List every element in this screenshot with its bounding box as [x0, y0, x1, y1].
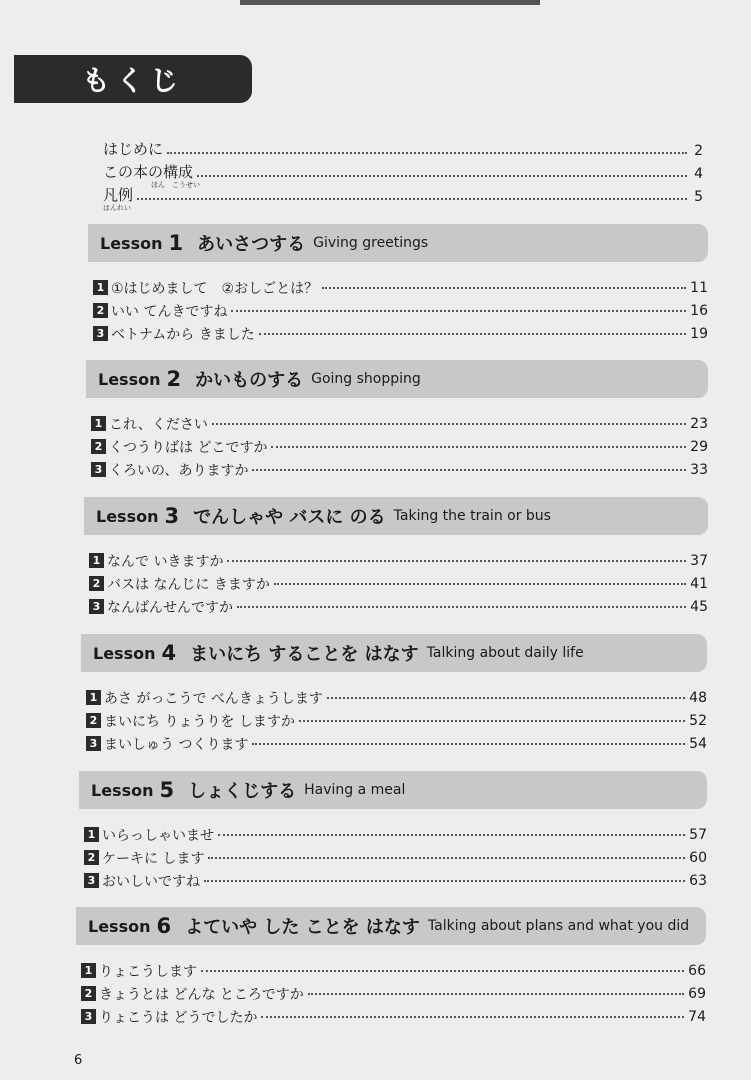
toc-entry-page: 33: [690, 461, 708, 478]
item-number-badge: 1: [89, 553, 104, 568]
toc-entry[interactable]: [84, 846, 707, 869]
toc-entry-title: くろいの、ありますか: [109, 462, 249, 479]
lesson-number: 5: [159, 778, 175, 802]
toc-entry[interactable]: [86, 686, 707, 709]
leader-dots: [204, 880, 685, 882]
toc-entry[interactable]: [81, 959, 706, 982]
lesson-label: Lesson: [98, 369, 161, 389]
lesson-section: [86, 360, 708, 481]
lesson-section: [76, 907, 706, 1028]
toc-entry-page: 16: [690, 302, 708, 319]
toc-entry-title: おいしいですね: [102, 873, 200, 890]
leader-dots: [212, 423, 686, 425]
lesson-label: Lesson: [96, 506, 159, 526]
lesson-title-en: Going shopping: [311, 371, 421, 387]
lesson-label: Lesson: [88, 916, 151, 936]
item-number-badge: 1: [81, 963, 96, 978]
toc-entry[interactable]: [84, 823, 707, 846]
toc-entry-page: 5: [694, 189, 703, 205]
leader-dots: [299, 720, 685, 722]
toc-entry-title: なんばんせんですか: [107, 599, 233, 616]
intro-list: [103, 136, 703, 212]
lesson-header[interactable]: [88, 224, 708, 262]
toc-entry-title: りょこうします: [99, 963, 197, 980]
toc-entry[interactable]: [93, 276, 708, 299]
item-number-badge: 2: [86, 713, 101, 728]
lesson-title-en: Talking about daily life: [426, 645, 584, 661]
lesson-header[interactable]: [79, 771, 707, 809]
leader-dots: [231, 310, 686, 312]
item-number-badge: 2: [81, 986, 96, 1001]
item-number-badge: 1: [91, 416, 106, 431]
leader-dots: [322, 287, 686, 289]
toc-entry[interactable]: [91, 435, 708, 458]
item-number-badge: 2: [89, 576, 104, 591]
toc-entry-page: 63: [689, 872, 707, 889]
toc-entry-ruby: ほん こうせい: [151, 181, 200, 189]
leader-dots: [201, 970, 684, 972]
toc-entry[interactable]: [103, 159, 703, 189]
toc-entry-page: 54: [689, 735, 707, 752]
leader-dots: [327, 697, 685, 699]
toc-entry-title: いい てんきですね: [111, 303, 228, 320]
toc-entry-page: 45: [690, 598, 708, 615]
toc-entry-ruby: はんれい: [103, 204, 131, 212]
toc-entry-title: これ、ください: [109, 416, 208, 433]
leader-dots: [218, 834, 685, 836]
toc-entry-page: 4: [694, 166, 703, 182]
toc-entry-title: なんで いきますか: [107, 553, 224, 570]
toc-entry-page: 19: [690, 325, 708, 342]
toc-entry[interactable]: [89, 595, 708, 618]
lesson-header[interactable]: [86, 360, 708, 398]
lesson-header[interactable]: [81, 634, 707, 672]
page-number: 6: [74, 1053, 83, 1068]
leader-dots: [274, 583, 686, 585]
toc-entry-page: 37: [690, 552, 708, 569]
lesson-title-en: Giving greetings: [313, 235, 429, 251]
leader-dots: [252, 469, 686, 471]
toc-entry[interactable]: [91, 412, 708, 435]
leader-dots: [252, 743, 685, 745]
leader-dots: [237, 606, 686, 608]
toc-entry-title: くつうりばは どこですか: [109, 439, 268, 456]
leader-dots: [197, 175, 687, 177]
toc-entry[interactable]: [103, 136, 703, 159]
toc-entry-title: ケーキに します: [102, 850, 205, 867]
lesson-header[interactable]: [84, 497, 708, 535]
toc-entry-page: 74: [688, 1008, 706, 1025]
lesson-title-jp: かいものする: [195, 370, 304, 391]
leader-dots: [227, 560, 686, 562]
toc-entry-title: この本の構成: [103, 163, 194, 181]
item-number-badge: 1: [86, 690, 101, 705]
item-number-badge: 2: [84, 850, 99, 865]
toc-entry-page: 23: [690, 415, 708, 432]
leader-dots: [308, 993, 684, 995]
lesson-number: 3: [164, 504, 180, 528]
item-number-badge: 3: [91, 462, 106, 477]
toc-entry[interactable]: [103, 182, 703, 212]
item-number-badge: 1: [84, 827, 99, 842]
toc-entry[interactable]: [89, 549, 708, 572]
item-number-badge: 3: [81, 1009, 96, 1024]
lesson-section: [81, 634, 707, 755]
leader-dots: [167, 152, 687, 154]
page-title: もくじ: [14, 55, 252, 103]
toc-entry-title: きょうとは どんな ところですか: [99, 986, 304, 1003]
toc-entry-page: 52: [689, 712, 707, 729]
lesson-header[interactable]: [76, 907, 706, 945]
lesson-title-en: Talking about plans and what you did: [427, 918, 690, 934]
leader-dots: [137, 198, 687, 200]
toc-entry-title: まいにち りょうりを しますか: [104, 713, 295, 730]
toc-entry-page: 66: [688, 962, 706, 979]
lesson-label: Lesson: [91, 780, 154, 800]
lesson-title-en: Taking the train or bus: [393, 508, 551, 524]
toc-entry-page: 60: [689, 849, 707, 866]
lesson-title-jp: よていや した ことを はなす: [185, 917, 420, 938]
leader-dots: [208, 857, 685, 859]
toc-entry[interactable]: [81, 1005, 706, 1028]
toc-entry-title: バスは なんじに きますか: [107, 576, 270, 593]
toc-entry-title: りょこうは どうでしたか: [99, 1009, 258, 1026]
toc-entry-page: 2: [694, 143, 703, 159]
lesson-number: 2: [166, 367, 182, 391]
item-number-badge: 3: [84, 873, 99, 888]
toc-entry-page: 41: [690, 575, 708, 592]
item-number-badge: 3: [89, 599, 104, 614]
toc-entry-page: 29: [690, 438, 708, 455]
toc-entry-title: ①はじめまして ②おしごとは？: [111, 280, 319, 297]
toc-entry-page: 57: [689, 826, 707, 843]
toc-entry-title: はじめに: [103, 140, 164, 158]
leader-dots: [259, 333, 686, 335]
toc-entry[interactable]: [93, 322, 708, 345]
item-number-badge: 3: [93, 326, 108, 341]
toc-entry[interactable]: [81, 982, 706, 1005]
lesson-number: 6: [156, 914, 172, 938]
lesson-number: 4: [161, 641, 177, 665]
toc-entry-title: あさ がっこうで べんきょうします: [104, 690, 323, 707]
toc-entry[interactable]: [93, 299, 708, 322]
toc-entry-page: 69: [688, 985, 706, 1002]
lesson-title-en: Having a meal: [304, 782, 406, 798]
item-number-badge: 1: [93, 280, 108, 295]
toc-entry[interactable]: [84, 869, 707, 892]
toc-entry-title: ベトナムから きました: [111, 326, 255, 343]
item-number-badge: 2: [91, 439, 106, 454]
top-edge-bar: [240, 0, 540, 5]
lesson-label: Lesson: [100, 233, 163, 253]
lesson-title-jp: あいさつする: [197, 234, 306, 255]
lesson-number: 1: [168, 231, 184, 255]
toc-entry[interactable]: [86, 732, 707, 755]
lesson-section: [79, 771, 707, 892]
lesson-title-jp: しょくじする: [188, 781, 297, 802]
toc-entry-page: 48: [689, 689, 707, 706]
item-number-badge: 2: [93, 303, 108, 318]
toc-entry[interactable]: [89, 572, 708, 595]
lesson-label: Lesson: [93, 643, 156, 663]
lesson-title-jp: まいにち することを はなす: [190, 644, 419, 665]
toc-entry[interactable]: [91, 458, 708, 481]
lesson-section: [88, 224, 708, 345]
lesson-title-jp: でんしゃや バスに のる: [193, 507, 386, 528]
toc-entry-page: 11: [690, 279, 708, 296]
lesson-section: [84, 497, 708, 618]
toc-entry[interactable]: [86, 709, 707, 732]
toc-entry-title: まいしゅう つくります: [104, 736, 249, 753]
toc-entry-title: いらっしゃいませ: [102, 827, 214, 844]
leader-dots: [271, 446, 686, 448]
item-number-badge: 3: [86, 736, 101, 751]
toc-entry-title: 凡例: [103, 186, 134, 204]
leader-dots: [261, 1016, 684, 1018]
